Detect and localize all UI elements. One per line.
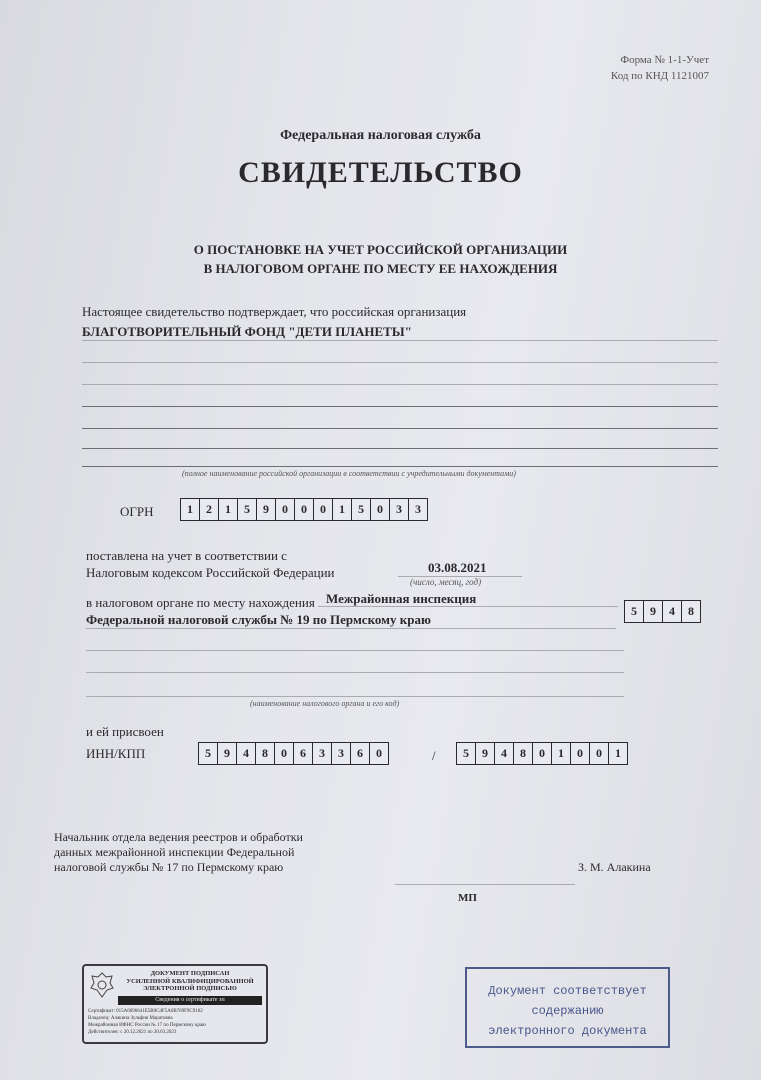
authority-code-digit-cell: 4 — [663, 601, 682, 622]
registration-line-1: поставлена на учет в соответствии с — [86, 548, 287, 563]
org-blank-line — [82, 466, 718, 467]
ogrn-digit-cell: 5 — [238, 499, 257, 520]
inn-digit-cell: 0 — [275, 743, 294, 764]
verification-line-1: Документ соответствует — [488, 984, 647, 998]
inn-kpp-separator: / — [432, 748, 436, 763]
stamp-title-line-3: ЭЛЕКТРОННОЙ ПОДПИСЬЮ — [143, 985, 237, 992]
seal-mark: МП — [458, 892, 477, 904]
inn-digit-cell: 9 — [218, 743, 237, 764]
authority-code-digit-cell: 9 — [644, 601, 663, 622]
ogrn-digit-cell: 0 — [295, 499, 314, 520]
authority-underline — [86, 628, 616, 629]
stamp-organization-row: Межрайонная ИФНС России № 17 по Пермскому краю — [88, 1023, 206, 1028]
emblem-icon — [90, 972, 114, 998]
date-caption: (число, месяц, год) — [410, 577, 482, 587]
inn-digit-cell: 6 — [294, 743, 313, 764]
certificate-info-bar: Сведения о сертификате эп — [118, 996, 262, 1005]
knd-code-text: Код по КНД 1121007 — [610, 70, 709, 82]
ogrn-digit-cell: 1 — [181, 499, 200, 520]
verification-line-2: содержанию — [531, 1004, 604, 1018]
document-subtitle — [0, 240, 761, 278]
validity-label: Действителен: — [88, 1030, 119, 1035]
registration-line-2: Налоговым кодексом Российской Федерации — [86, 565, 335, 580]
ogrn-digit-cell: 0 — [371, 499, 390, 520]
kpp-digit-cell: 0 — [571, 743, 590, 764]
stamp-title-line-2: УСИЛЕННОЙ КВАЛИФИЦИРОВАННОЙ — [126, 977, 254, 985]
ogrn-digit-cell: 3 — [415, 502, 421, 516]
position-line-1: Начальник отдела ведения реестров и обработки — [54, 830, 303, 844]
inn-digit-cell: 6 — [351, 743, 370, 764]
validity-value: с 20.12.2021 по 20.03.2023 — [120, 1030, 177, 1035]
position-line-2: данных межрайонной инспекции Федеральной — [54, 845, 295, 859]
authority-name-2: Федеральной налоговой службы № 19 по Пермскому краю — [86, 612, 431, 627]
inn-digit-cell: 3 — [313, 743, 332, 764]
ogrn-digit-cell: 0 — [314, 499, 333, 520]
certificate-intro: Настоящее свидетельство подтверждает, что российская организация — [82, 304, 467, 319]
inn-digit-cell: 5 — [199, 743, 218, 764]
certificate-value: 015A6096641E5B0C4F5A0B769F9C9102 — [116, 1009, 203, 1014]
stamp-title-line-1: ДОКУМЕНТ ПОДПИСАН — [150, 970, 230, 977]
organization-name: БЛАГОТВОРИТЕЛЬНЫЙ ФОНД "ДЕТИ ПЛАНЕТЫ" — [82, 324, 412, 339]
kpp-digit-cell: 1 — [615, 746, 621, 760]
inn-cells — [198, 742, 389, 765]
inn-digit-cell: 8 — [256, 743, 275, 764]
authority-code-cells — [624, 600, 701, 623]
inn-digit-cell: 0 — [376, 746, 382, 760]
inn-kpp-label: ИНН/КПП — [86, 746, 146, 761]
registration-date: 03.08.2021 — [428, 560, 487, 575]
signatory-position — [54, 830, 303, 875]
authority-label: в налоговом органе по месту нахождения — [86, 595, 315, 610]
inn-digit-cell: 3 — [332, 743, 351, 764]
org-name-caption: (полное наименование российской организации в соответствии с учредительными документами) — [182, 469, 516, 478]
kpp-digit-cell: 0 — [533, 743, 552, 764]
authority-caption: (наименование налогового органа и его код) — [250, 699, 400, 708]
issuing-service: Федеральная налоговая служба — [280, 128, 481, 143]
position-line-3: налоговой службы № 17 по Пермскому краю — [54, 860, 284, 874]
kpp-digit-cell: 1 — [552, 743, 571, 764]
org-blank-line — [82, 448, 718, 449]
ogrn-cells — [180, 498, 428, 521]
owner-label: Владелец: — [88, 1016, 110, 1021]
document-title: СВИДЕТЕЛЬСТВО — [238, 156, 523, 189]
org-name-underline — [82, 340, 718, 341]
authority-code-digit-cell: 8 — [688, 604, 694, 618]
electronic-signature-stamp — [82, 964, 268, 1044]
stamp-title — [118, 970, 262, 993]
certificate-label: Сертификат: — [88, 1009, 115, 1014]
kpp-digit-cell: 8 — [514, 743, 533, 764]
kpp-digit-cell: 5 — [457, 743, 476, 764]
kpp-digit-cell: 0 — [590, 743, 609, 764]
ogrn-digit-cell: 5 — [352, 499, 371, 520]
ogrn-digit-cell: 2 — [200, 499, 219, 520]
authority-code-digit-cell: 5 — [625, 601, 644, 622]
inn-digit-cell: 4 — [237, 743, 256, 764]
authority-blank-line — [86, 672, 624, 673]
authority-name-1: Межрайонная инспекция — [326, 591, 477, 606]
assigned-label: и ей присвоен — [86, 724, 164, 739]
stamp-certificate-row — [88, 1009, 203, 1014]
signature-line — [395, 884, 575, 885]
org-blank-line — [82, 362, 718, 363]
authority-blank-line — [86, 650, 624, 651]
kpp-digit-cell: 4 — [495, 743, 514, 764]
form-no-text: Форма № 1-1-Учет — [620, 54, 709, 66]
ogrn-digit-cell: 1 — [333, 499, 352, 520]
org-blank-line — [82, 406, 718, 407]
owner-value: Алакина Зульфия Маратовна — [110, 1016, 173, 1021]
org-blank-line — [82, 384, 718, 385]
ogrn-digit-cell: 0 — [276, 499, 295, 520]
subtitle-line-2: В НАЛОГОВОМ ОРГАНЕ ПО МЕСТУ ЕЕ НАХОЖДЕНИЯ — [203, 261, 558, 276]
signatory-name: З. М. Алакина — [578, 860, 651, 874]
stamp-owner-row — [88, 1016, 173, 1021]
ogrn-digit-cell: 9 — [257, 499, 276, 520]
org-blank-line — [82, 428, 718, 429]
kpp-cells — [456, 742, 628, 765]
subtitle-line-1: О ПОСТАНОВКЕ НА УЧЕТ РОССИЙСКОЙ ОРГАНИЗАЦИИ — [193, 242, 568, 257]
verification-stamp — [465, 967, 670, 1048]
authority-underline — [318, 606, 618, 607]
form-number — [611, 52, 709, 84]
ogrn-digit-cell: 3 — [390, 499, 409, 520]
verification-line-3: электронного документа — [488, 1024, 647, 1038]
kpp-digit-cell: 9 — [476, 743, 495, 764]
authority-blank-line — [86, 696, 624, 697]
stamp-validity-row — [88, 1030, 176, 1035]
ogrn-digit-cell: 1 — [219, 499, 238, 520]
ogrn-label: ОГРН — [120, 504, 154, 519]
